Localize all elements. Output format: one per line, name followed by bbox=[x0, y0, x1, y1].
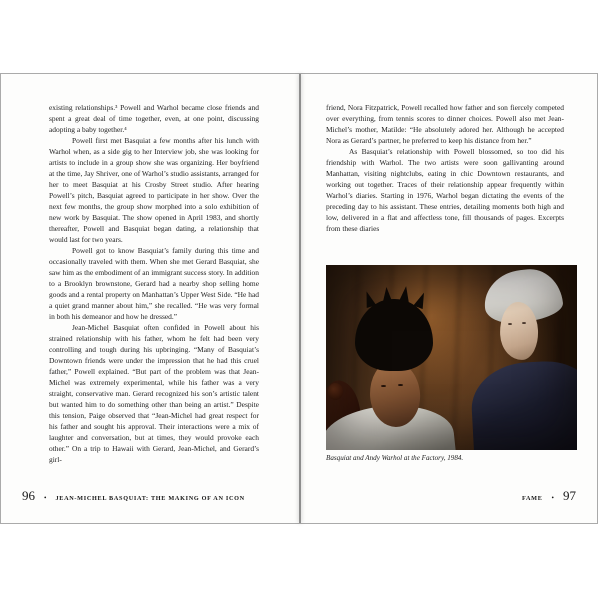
photo-basquiat-warhol bbox=[326, 265, 577, 450]
photo-caption: Basquiat and Andy Warhol at the Factory, 1984. bbox=[326, 454, 464, 462]
book-spine bbox=[299, 74, 301, 523]
left-page-text bbox=[49, 102, 259, 465]
photo-vignette bbox=[326, 265, 577, 450]
footer-bullet: • bbox=[44, 494, 47, 502]
paragraph: Powell first met Basquiat a few months after his lunch with Warhol when, as a side gig to her Interview job, she was looking for artists to include in a group show she was organizing. Her boyfriend at the time, Jay Shriver, one of Warhol’s studio assistants, arranged for her to meet Basquiat at his Crosby Street studio. After hearing Powell’s pitch, Basquiat agreed to participate in her show. Over the next few months, the group show morphed into a solo exhibition of new work by Basquiat. The show opened in April 1983, and shortly thereafter, Powell and Basquiat began dating, a relationship that would last for two years. bbox=[49, 136, 259, 244]
paragraph: friend, Nora Fitzpatrick, Powell recalled how father and son fiercely competed over everything, from tennis scores to dinner choices. Powell also met Jean-Michel’s mother, Matilde: “He absolutely adored her. Although he accepted Nora as Gerard’s partner, he preferred to keep his distance from her.” bbox=[326, 103, 564, 145]
right-page-number: 97 bbox=[563, 488, 576, 503]
left-footer-running-title: JEAN-MICHEL BASQUIAT: THE MAKING OF AN ICON bbox=[55, 495, 245, 502]
paragraph: Jean-Michel Basquiat often confided in Powell about his strained relationship with his father, whom he felt had been very controlling and tough during his upbringing. “Many of Basquiat’s Downtown friends were under the impression that he had this cruel father,” Powell explained. “But part of the problem was that Jean-Michel was extremely experimental, while his father was a very straight, conservative man. Gerard recognized his son’s artistic talent but wanted him to do something other than being an artist.” Despite this tension, Paige observed that “Jean-Michel had great respect for his father and sought his approval. Their interactions were a mix of laughter and conversation, but at times, they would provoke each other.” On a trip to Hawaii with Gerard, Jean-Michel, and Gerard’s girl- bbox=[49, 323, 259, 464]
left-page-footer bbox=[22, 489, 245, 503]
paragraph: Powell got to know Basquiat’s family during this time and occasionally traveled with them. When she met Gerard Basquiat, she saw him as the embodiment of an immigrant success story. In addition to a Brooklyn brownstone, Gerard had a nearby shop selling home goods and a rental property on Manhattan’s Upper West Side. “He had a quiet grand manner about him,” she recalled. “He was very formal in both his demeanor and how he dressed.” bbox=[49, 246, 259, 321]
right-page-footer bbox=[522, 489, 576, 503]
left-page-number: 96 bbox=[22, 488, 35, 503]
paragraph: As Basquiat’s relationship with Powell blossomed, so too did his friendship with Warhol. The two artists were soon gallivanting around Manhattan, visiting nightclubs, eating in chic Downtown restaurants, and working out together. Traces of their relationship appear frequently within Warhol’s diaries. Starting in 1976, Warhol began dictating the events of the preceding day to his assistant. These entries, detailing moments both high and low, delivered in a flat and affectless tone, fill thousands of pages. Excerpts from these diaries bbox=[326, 147, 564, 233]
right-footer-running-title: FAME bbox=[521, 495, 543, 502]
footer-bullet: • bbox=[551, 494, 554, 502]
right-page-text bbox=[326, 102, 564, 234]
paragraph: existing relationships.³ Powell and Warhol became close friends and spent a great deal of time together, even, at one point, discussing adopting a baby together.⁴ bbox=[49, 103, 259, 134]
